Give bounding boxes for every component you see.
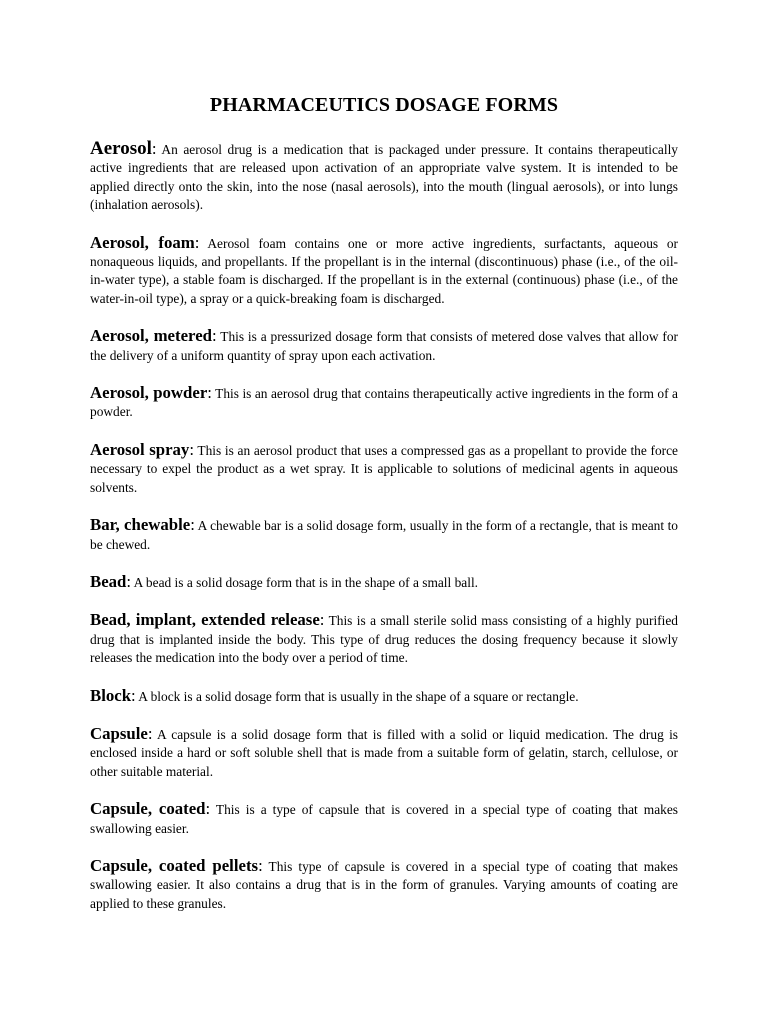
entry-term: Block — [90, 685, 132, 705]
entry-term: Aerosol — [90, 138, 152, 159]
entry-capsule: Capsule: A capsule is a solid dosage form that is filled with a solid or liquid medication. The drug is enclosed inside a hard or soft soluble shell that is made from a suitable form of gelatin, starch, cellulose, or other suitable material. — [90, 723, 678, 779]
entry-term: Bar, chewable — [90, 515, 191, 535]
entry-definition: Aerosol foam contains one or more active ingredients, surfactants, aqueous or nonaqueous liquids, and propellants. If the propellant is in the internal (discontinuous) phase (i.e., of the oil-in-water type), a stable foam is discharged. If the propellant is in the external (continuous) phase (i.e., of the water-in-oil type), a spray or a quick-breaking foam is discharged. — [90, 235, 678, 306]
entry-definition: This is a pressurized dosage form that consists of metered dose valves that allow for the delivery of a uniform quantity of spray upon each activation. — [90, 329, 679, 363]
entry-definition: A chewable bar is a solid dosage form, usually in the form of a rectangle, that is meant to be chewed. — [90, 518, 678, 552]
entry-definition: This type of capsule is covered in a special type of coating that makes swallowing easier. It also contains a drug that is in the form of granules. Varying amounts of coating are applied to these granules. — [90, 858, 678, 911]
entry-definition: This is a small sterile solid mass consisting of a highly purified drug that is implanted inside the body. This type of drug reduces the dosing frequency because it slowly releases the medication into the body over a period of time. — [90, 613, 678, 666]
entry-definition: An aerosol drug is a medication that is packaged under pressure. It contains therapeutically active ingredients that are released upon activation of an appropriate valve system. It is intended to be applied directly onto the skin, into the nose (nasal aerosols), into the mouth (lingual aerosols), or into lungs (inhalation aerosols). — [90, 142, 678, 213]
entry-term: Aerosol spray — [90, 439, 190, 459]
entry-capsule-coated: Capsule, coated: This is a type of capsule that is covered in a special type of coating that makes swallowing easier. — [90, 799, 679, 836]
entry-definition: This is an aerosol drug that contains therapeutically active ingredients in the form of a powder. — [90, 386, 678, 420]
entry-definition: A capsule is a solid dosage form that is filled with a solid or liquid medication. The drug is enclosed inside a hard or soft soluble shell that is made from a suitable form of gelatin, starch, cellulose, or other suitable material. — [90, 726, 678, 779]
entry-definition: This is an aerosol product that uses a compressed gas as a propellant to provide the force necessary to expel the product as a wet spray. It is applicable to solutions of medicinal agents in aqueous solvents. — [90, 442, 678, 495]
entry-aerosol-powder: Aerosol, powder: This is an aerosol drug that contains therapeutically active ingredients in the form of a powder. — [90, 383, 678, 420]
entry-term: Capsule, coated — [90, 799, 206, 819]
entry-definition: A block is a solid dosage form that is usually in the shape of a square or rectangle. — [135, 688, 579, 704]
entry-aerosol: Aerosol: An aerosol drug is a medication that is packaged under pressure. It contains therapeutically active ingredients that are released upon activation of an appropriate valve system. It is intended to be applied directly onto the skin, into the nose (nasal aerosols), into the mouth (lingual aerosols), or into lungs (inhalation aerosols). — [90, 138, 678, 213]
entry-definition: This is a type of capsule that is covered in a special type of coating that makes swallowing easier. — [90, 802, 679, 836]
entry-term: Bead — [90, 571, 127, 591]
entry-aerosol-metered: Aerosol, metered: This is a pressurized dosage form that consists of metered dose valves that allow for the delivery of a uniform quantity of spray upon each activation. — [90, 326, 679, 363]
entry-term: Aerosol, powder — [90, 383, 208, 403]
document-title: PHARMACEUTICS DOSAGE FORMS — [209, 94, 559, 116]
entry-aerosol-spray: Aerosol spray: This is an aerosol product that uses a compressed gas as a propellant to provide the force necessary to expel the product as a wet spray. It is applicable to solutions of medicinal agents in aqueous solvents. — [90, 439, 678, 495]
entry-capsule-coated-pellets: Capsule, coated pellets: This type of capsule is covered in a special type of coating that makes swallowing easier. It also contains a drug that is in the form of granules. Varying amounts of coating are applied to these granules. — [90, 855, 678, 911]
entry-definition: A bead is a solid dosage form that is in the shape of a small ball. — [131, 574, 479, 590]
entry-block: Block: A block is a solid dosage form that is usually in the shape of a square or rectangle. — [90, 685, 579, 705]
document-page — [90, 94, 678, 932]
entry-term: Aerosol, metered — [90, 326, 212, 346]
entry-aerosol-foam: Aerosol, foam: Aerosol foam contains one or more active ingredients, surfactants, aqueous or nonaqueous liquids, and propellants. If the propellant is in the internal (discontinuous) phase (i.e., of the oil-in-water type), a stable foam is discharged. If the propellant is in the external (continuous) phase (i.e., of the water-in-oil type), a spray or a quick-breaking foam is discharged. — [90, 232, 678, 306]
entry-bar-chewable: Bar, chewable: A chewable bar is a solid dosage form, usually in the form of a rectangle, that is meant to be chewed. — [90, 515, 678, 552]
entry-bead-implant: Bead, implant, extended release: This is a small sterile solid mass consisting of a highly purified drug that is implanted inside the body. This type of drug reduces the dosing frequency because it slowly releases the medication into the body over a period of time. — [90, 610, 678, 666]
entry-term: Capsule — [90, 723, 148, 743]
entry-term: Bead, implant, extended release — [90, 610, 320, 630]
entry-term: Capsule, coated pellets — [90, 855, 259, 875]
entry-term: Aerosol, foam — [90, 232, 195, 252]
entry-bead: Bead: A bead is a solid dosage form that is in the shape of a small ball. — [90, 571, 479, 591]
